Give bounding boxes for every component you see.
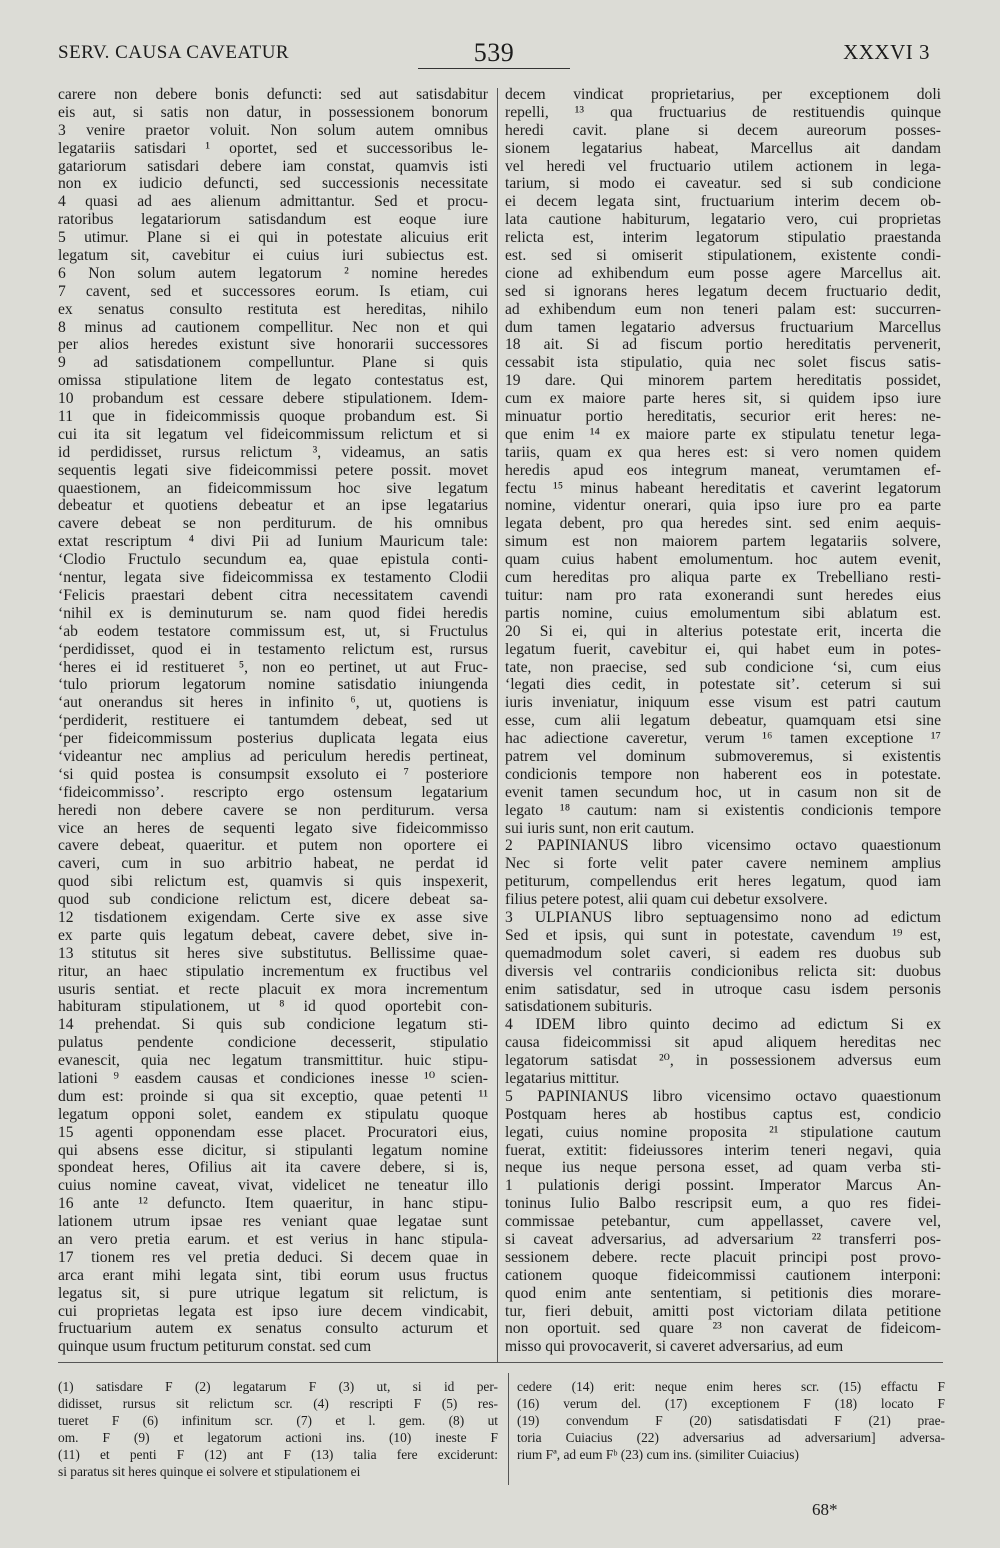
text-line: repelli, ¹³ qua fructuarius de restituendis quinque xyxy=(505,103,941,121)
text-line: ‘Felicis praestari debent citra necessitatem cavendi xyxy=(58,586,488,604)
text-line: 11 que in fideicommissis quoque probandum est. Si xyxy=(58,408,488,426)
text-line: cavere debeat, quaeritur. et putem non oportere ei xyxy=(58,837,488,855)
text-line: commissae petebantur, cum appellasset, cavere vel, xyxy=(505,1213,941,1231)
text-line: ad exhibendum eum non teneri palam est: succurren- xyxy=(505,300,941,318)
running-head xyxy=(58,38,930,68)
text-line: fectu ¹⁵ minus habeant hereditatis et caverint legatorum xyxy=(505,479,941,497)
text-line: condicionis tempore non haberent eos in potestate. xyxy=(505,765,941,783)
text-line: ei decem legata sint, fructuarium interim decem ob- xyxy=(505,193,941,211)
text-line: cationem quoque fideicommissi cautionem interponi: xyxy=(505,1266,941,1284)
text-line: si caveat adversarius, ad adversarium ²² transferri pos- xyxy=(505,1231,941,1248)
text-line: ‘videantur nec amplius ad periculum heredis pertineat, xyxy=(58,747,488,765)
text-line: filius petere potest, alii quam cui debetur exsolvere. xyxy=(505,891,828,909)
text-line: quam cuius habent emolumentum. hoc autem evenit, xyxy=(505,551,941,569)
text-line: 2 PAPINIANUS libro vicensimo octavo quaestionum xyxy=(505,837,941,855)
text-line: extat rescriptum ⁴ divi Pii ad Iunium Mauricum tale: xyxy=(58,533,488,551)
text-line: diversis vel contrariis condicionibus relicta sit: duobus xyxy=(505,962,941,980)
text-line: tarium, si modo ei caveatur. sed si sub condicione xyxy=(505,175,941,193)
text-line: cum ex maiore parte heres sit, si quidem ipso iure xyxy=(505,390,941,408)
text-line: legato ¹⁸ cautum: nam si existentis condicionis tempore xyxy=(505,801,941,819)
text-line: quod sibi relictum est, quamvis si quis inspexerit, xyxy=(58,873,488,891)
text-line: 17 tionem res vel pretia deduci. Si decem quae in xyxy=(58,1248,488,1266)
text-line: simum est non maiorem partem legatariis solvere, xyxy=(505,533,941,551)
footnote-line: (19) convendum F (20) satisdatisdati F (21) prae- xyxy=(517,1413,945,1428)
text-line: 4 quasi ad aes alienum admittantur. Sed et procu- xyxy=(58,193,488,211)
text-line: 1 pulationis derigi possint. Imperator Marcus An- xyxy=(505,1177,941,1195)
text-line: 20 Si ei, qui in alterius potestate erit, incerta die xyxy=(505,622,941,640)
footnote-line: (1) satisdare F (2) legatarum F (3) ut, si id per- xyxy=(58,1379,498,1394)
text-line: ‘heres ei id restitueret ⁵, non eo pertinet, ut aut Fruc- xyxy=(58,658,488,676)
text-line: quinque usum fructum petiturum constat. sed cum xyxy=(58,1338,372,1356)
text-line: evanescit, quia nec legatum transmittitur. huic stipu- xyxy=(58,1052,488,1070)
text-line: ritur, an haec stipulatio incrementum ex fructibus vel xyxy=(58,962,488,980)
footnote-line: didisset, rursus sit relictum scr. (4) rescripti F (5) res- xyxy=(58,1396,498,1411)
text-line: ‘per fideicommissum posterius duplicata legata eius xyxy=(58,730,488,748)
text-line: satisdationem subituris. xyxy=(505,998,653,1016)
text-line: cessabit ista stipulatio, quia nec solet fiscus satis- xyxy=(505,354,941,372)
footnote-line: cedere (14) erit: neque enim heres scr. (15) effactu F xyxy=(517,1379,945,1394)
text-line: id perdidisset, rursus relictum ³, videamus, an satis xyxy=(58,443,488,461)
text-line: dum tamen legatario adversus fructuarium Marcellus xyxy=(505,318,941,336)
footnote-line: (11) et penti F (12) ant F (13) talia fere exciderunt: xyxy=(58,1447,498,1462)
text-line: sequentis legati sive fideicommissi petere possit. movet xyxy=(58,461,488,479)
text-line: cione ad exhibendum eum posse agere Marcellus ait. xyxy=(505,264,941,282)
text-line: 3 venire praetor voluit. Non solum autem omnibus xyxy=(58,121,488,139)
footnote-line: tueret F (6) infinitum scr. (7) et l. gem. (8) ut xyxy=(58,1413,498,1428)
text-line: sionem legatarius habeat, Marcellus ait dandam xyxy=(505,139,941,157)
text-line: sed si ignorans heres legatum decem fructuario dedit, xyxy=(505,282,941,300)
text-line: carere non debere bonis defuncti: sed aut satisdabitur xyxy=(58,86,488,103)
text-line: habituram stipulationem, ut ⁸ id quod oportebit con- xyxy=(58,998,488,1016)
footnote-rule xyxy=(58,1362,943,1363)
text-line: esse, cum alii legatum debeatur, quamquam etsi sine xyxy=(505,712,941,730)
text-line: petiturum, compellendus erit heres legatum, quod iam xyxy=(505,873,941,891)
text-line: ‘nentur, legata sive fideicommissa ex testamento Clodii xyxy=(58,569,488,587)
text-line: evenit tamen secundum hoc, ut in casum non sit de xyxy=(505,783,941,801)
text-line: tariis, quam ex qua heres est: si vero nomen quidem xyxy=(505,443,941,461)
text-line: 16 ante ¹² defuncto. Item quaeritur, in hanc stipu- xyxy=(58,1195,488,1213)
text-line: legatum opponi solet, eandem ex stipulatu quoque xyxy=(58,1105,488,1123)
text-line: ‘si quid postea is consumpsit exsoluto ei ⁷ posteriore xyxy=(58,765,488,783)
text-line: 5 utimur. Plane si ei qui in potestate alicuius erit xyxy=(58,229,488,247)
text-line: dum est: proinde si qua sit exceptio, quae petenti ¹¹ xyxy=(58,1087,488,1105)
text-line: cui proprietas legata est ipso iure decem vindicabit, xyxy=(58,1302,488,1320)
text-line: ‘nihil ex is deminuturum se. nam quod fidei heredis xyxy=(58,604,488,622)
text-line: neque ius neque persona esset, ad quam verba sti- xyxy=(505,1159,941,1177)
text-line: gatariorum satisdari debere iam constat, quamvis isti xyxy=(58,157,488,175)
text-line: est. sed si omiserit stipulationem, existente condi- xyxy=(505,247,941,265)
text-line: sessionem debere. recte placuit principi post provo- xyxy=(505,1248,941,1266)
text-line: cavere debeat se non perditurum. de his omnibus xyxy=(58,515,488,533)
text-line: hac adiectione caveretur, verum ¹⁶ tamen exceptione ¹⁷ xyxy=(505,730,941,748)
text-line: que enim ¹⁴ ex maiore parte ex stipulatu tenetur lega- xyxy=(505,425,941,443)
text-line: quaestionem, an fideicommissum hoc sive legatum xyxy=(58,479,488,497)
text-line: tuitur: nam pro rata exonerandi sunt heredes eius xyxy=(505,586,941,604)
text-line: enim satisdatur, sed in utroque casu isdem personis xyxy=(505,980,941,998)
footnote-line: (16) verum del. (17) exceptionem F (18) locato F xyxy=(517,1396,945,1411)
text-line: non ex iudicio defuncti, sed successionis necessitate xyxy=(58,175,488,193)
text-line: cui ita sit legatum vel fideicommissum relictum et si xyxy=(58,425,488,443)
text-line: tur, fieri debuit, amitti post victoriam dilata petitione xyxy=(505,1302,941,1320)
text-line: Postquam heres ab hostibus captus est, condicio xyxy=(505,1105,941,1123)
text-line: 4 IDEM libro quinto decimo ad edictum Si ex xyxy=(505,1016,941,1034)
footnote-divider xyxy=(508,1373,509,1485)
text-line: ‘fideicommisso’. rescripto ergo ostensum legatarium xyxy=(58,783,488,801)
text-line: 13 stitutus sit heres sive substitutus. Bellissime quae- xyxy=(58,944,488,962)
text-line: cum hereditas pro aliqua parte ex Trebelliano resti- xyxy=(505,569,941,587)
text-line: ‘aut onerandus sit heres in infinito ⁶, ut, quotiens is xyxy=(58,694,488,712)
text-line: 8 minus ad cautionem compellitur. Nec non et qui xyxy=(58,318,488,336)
text-line: misso qui provocaverit, si caveret adversarius, ad eum xyxy=(505,1338,844,1356)
text-line: legatariis satisdari ¹ oportet, sed et successoribus le- xyxy=(58,139,488,157)
text-line: minuatur portio hereditatis, securior erit heres: ne- xyxy=(505,408,941,426)
text-line: legatum sit, cavebitur ei cuius iuri subiectus est. xyxy=(58,247,488,265)
text-line: tate, non praecise, sed sub condicione ‘si, cum eius xyxy=(505,658,941,676)
text-line: sui iuris sunt, non erit cautum. xyxy=(505,819,695,837)
text-line: nomine, videntur onerari, quia ipso iure pro ea parte xyxy=(505,497,941,515)
text-line: causa fideicommissi sit apud aliquem hereditas nec xyxy=(505,1034,941,1052)
left-text-column xyxy=(58,86,488,1356)
text-line: caveri, cum in suo arbitrio habeat, ne perdat id xyxy=(58,855,488,873)
text-line: debeatur et quotiens debeatur et an ipse legatarius xyxy=(58,497,488,515)
text-line: legati, cuius nomine proposita ²¹ stipulatione cautum xyxy=(505,1123,941,1141)
text-line: non oportuit. sed quare ²³ non caverat de fideicom- xyxy=(505,1320,941,1338)
text-line: per alios heredes existunt sive honorarii successores xyxy=(58,336,488,354)
text-line: 14 prehendat. Si quis sub condicione legatum sti- xyxy=(58,1016,488,1034)
text-line: quod sub condicione relictum est, dicere debeat sa- xyxy=(58,891,488,909)
text-line: ratoribus legatariorum satisdandum est eoque iure xyxy=(58,211,488,229)
text-line: ‘legati dies cedit, in potestate sit’. ceterum si sui xyxy=(505,676,941,694)
header-rule xyxy=(418,68,570,69)
text-line: arca erant mihi legata sint, tibi eorum usus fructus xyxy=(58,1266,488,1284)
column-divider xyxy=(497,88,498,1363)
text-line: vice an heres de sequenti legato sive fideicommisso xyxy=(58,819,488,837)
text-line: fuerat, extitit: fideiussores interim teneri negavi, quia xyxy=(505,1141,941,1159)
text-line: pulatus pendente condicione decesserit, stipulatio xyxy=(58,1034,488,1052)
text-line: 5 PAPINIANUS libro vicensimo octavo quaestionum xyxy=(505,1087,941,1105)
text-line: fructuarium autem ex senatus consulto acturum et xyxy=(58,1320,488,1338)
text-line: lationi ⁹ easdem causas et condiciones inesse ¹⁰ scien- xyxy=(58,1069,488,1087)
text-line: 15 agenti opponendam esse placet. Procuratori eius, xyxy=(58,1123,488,1141)
text-line: patrem vel dominum submoveremus, si existentis xyxy=(505,747,941,765)
text-line: ‘perdiderit, restituere ei tantumdem debeat, sed ut xyxy=(58,712,488,730)
footnotes-right xyxy=(517,1378,945,1463)
text-line: ‘tulo priorum legatorum nomine satisdatio iniungenda xyxy=(58,676,488,694)
text-line: eis aut, si satis non datur, in possessionem bonorum xyxy=(58,103,488,121)
text-line: ‘Clodio Fructulo secundum ea, quae epistula conti- xyxy=(58,551,488,569)
running-head-title: SERV. CAUSA CAVEATUR xyxy=(58,42,290,63)
text-line: 9 ad satisdationem compelluntur. Plane si quis xyxy=(58,354,488,372)
text-line: ‘perdidisset, quod ei in testamento relictum est, rursus xyxy=(58,640,488,658)
text-line: toninus Iulio Balbo rescripsit eum, a quo res fidei- xyxy=(505,1195,941,1213)
text-line: heredi non debere cavere se non perditurum. versa xyxy=(58,801,488,819)
text-line: legatarius mittitur. xyxy=(505,1069,620,1087)
text-line: usuris sentiat. et recte placuit ex mora incrementum xyxy=(58,980,488,998)
text-line: an vero pretia earum. et est verius in hanc stipula- xyxy=(58,1231,488,1248)
text-line: ‘ab eodem testatore commissum est, ut, si Fructulus xyxy=(58,622,488,640)
text-line: legata debent, pro qua heredes sint. sed enim aequis- xyxy=(505,515,941,533)
text-line: heredi cavit. plane si decem aureorum posses- xyxy=(505,121,941,139)
text-line: omissa stipulatione litem de legato contestatus est, xyxy=(58,372,488,390)
text-line: Nec si forte velit pater cavere neminem amplius xyxy=(505,855,941,873)
text-line: legatorum satisdat ²⁰, in possessionem adversus eum xyxy=(505,1052,941,1070)
running-head-section: XXXVI 3 xyxy=(843,40,930,64)
page-number: 539 xyxy=(473,38,515,67)
text-line: cuius nomine caveat, vivat, videlicet ne teneatur illo xyxy=(58,1177,488,1195)
text-line: 3 ULPIANUS libro septuagensimo nono ad edictum xyxy=(505,908,941,926)
text-line: legatum fuerit, cavebitur ei, qui habet eum in potes- xyxy=(505,640,941,658)
text-line: relicta est, interim legatorum stipulatio praestanda xyxy=(505,229,941,247)
text-line: lationem utrum ipsae res veniant quae legatae sunt xyxy=(58,1213,488,1231)
text-line: ex parte quis legatum debeat, cavere debet, sive in- xyxy=(58,926,488,944)
text-line: quemadmodum solet caveri, si eadem res duobus sub xyxy=(505,944,941,962)
text-line: legatus sit, si pure utrique legatum sit relictum, is xyxy=(58,1284,488,1302)
text-line: qui absens esse dicitur, si stipulanti legatum nomine xyxy=(58,1141,488,1159)
text-line: 6 Non solum autem legatorum ² nomine heredes xyxy=(58,264,488,282)
footnotes-left xyxy=(58,1378,498,1480)
text-line: ex senatus consulto restituta est hereditas, nihilo xyxy=(58,300,488,318)
footnote-line: si paratus sit heres quinque ei solvere et stipulationem ei xyxy=(58,1464,361,1479)
footnote-line: toria Cuiacius (22) adversarius ad adversarium] adversa- xyxy=(517,1430,945,1445)
footnote-line: rium Fª, ad eum Fᵇ (23) cum ins. (similiter Cuiacius) xyxy=(517,1447,799,1462)
footnote-line: om. F (9) et legatorum actioni ins. (10) ineste F xyxy=(58,1430,498,1445)
text-line: 7 cavent, sed et successores eorum. Is etiam, cui xyxy=(58,282,488,300)
text-line: quod enim ante sententiam, si petitionis dies morare- xyxy=(505,1284,941,1302)
text-line: 18 ait. Si ad fiscum portio hereditatis pervenerit, xyxy=(505,336,941,354)
text-line: decem vindicat proprietarius, per exceptionem doli xyxy=(505,86,941,103)
right-text-column xyxy=(505,86,941,1356)
text-line: Sed et ipsis, qui sunt in potestate, cavendum ¹⁹ est, xyxy=(505,926,941,944)
text-line: vel heredi vel fructuario utilem actionem in lega- xyxy=(505,157,941,175)
text-line: iuris inveniatur, iniquum esse visum est patri cautum xyxy=(505,694,941,712)
text-line: lata cautione habiturum, legatario vero, cui proprietas xyxy=(505,211,941,229)
text-line: spondeat heres, Ofilius ait ita cavere debere, si is, xyxy=(58,1159,488,1177)
signature-mark: 68* xyxy=(812,1500,838,1519)
text-line: partis nomine, cuius emolumentum sibi ablatum est. xyxy=(505,604,941,622)
text-line: 19 dare. Qui minorem partem hereditatis possidet, xyxy=(505,372,941,390)
text-line: heredis apud eos integrum maneat, verumtamen ef- xyxy=(505,461,941,479)
text-line: 10 probandum est cessare debere stipulationem. Idem- xyxy=(58,390,488,408)
text-line: 12 tisdationem exigendam. Certe sive ex asse sive xyxy=(58,908,488,926)
